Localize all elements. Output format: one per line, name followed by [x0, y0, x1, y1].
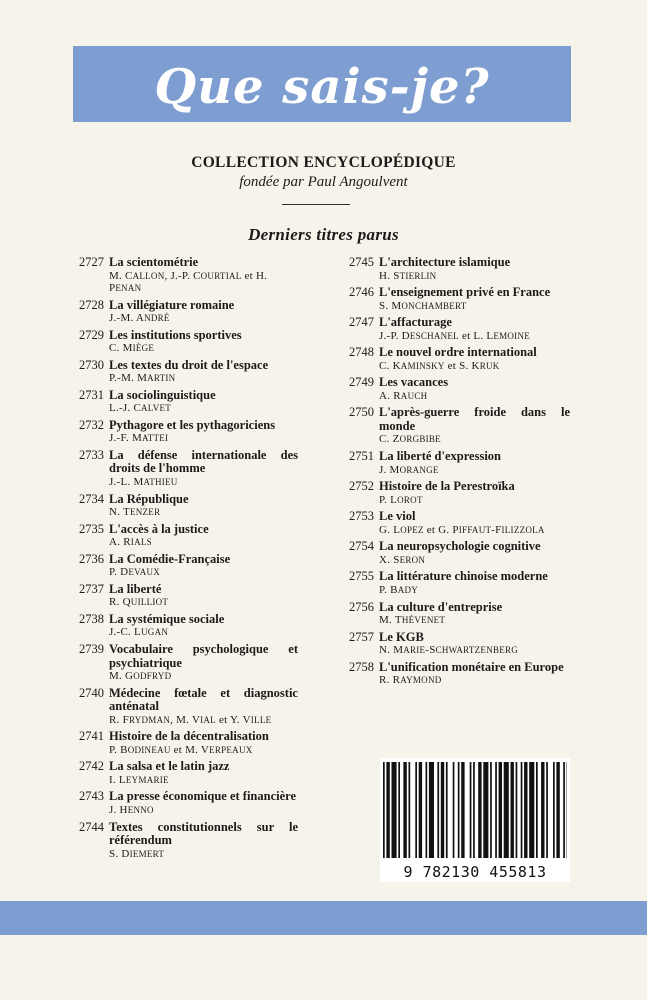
- book-title: La villégiature romaine: [109, 297, 235, 312]
- book-title: Les textes du droit de l'espace: [109, 357, 269, 372]
- list-item: [70, 359, 298, 385]
- barcode-bar: [499, 762, 502, 858]
- book-title: La sociolinguistique: [109, 387, 216, 402]
- logo-text: Que sais-je?: [154, 59, 490, 115]
- title-number: 2736: [79, 551, 104, 566]
- book-title: Textes constitutionnels sur le référendum: [109, 819, 298, 847]
- barcode-bar: [419, 762, 422, 858]
- logo-banner: [73, 46, 571, 122]
- list-item: [340, 540, 570, 566]
- list-item: [70, 821, 298, 860]
- book-title: L'architecture islamique: [379, 255, 511, 269]
- list-item: [70, 329, 298, 355]
- list-item: [70, 613, 298, 639]
- section-heading: Derniers titres parus: [248, 225, 399, 244]
- barcode-bar: [495, 762, 497, 858]
- barcode-bar: [461, 762, 464, 858]
- book-author: S. MONCHAMBERT: [379, 299, 467, 312]
- barcode-bar: [536, 762, 538, 858]
- title-number: 2750: [349, 405, 374, 420]
- list-item: [70, 256, 298, 294]
- book-author: M. GODFRYD: [109, 670, 172, 683]
- book-title: L'enseignement privé en France: [379, 285, 551, 300]
- title-number: 2746: [349, 285, 374, 300]
- list-item: [70, 760, 298, 786]
- barcode-bar: [437, 762, 439, 858]
- barcode-number: 9 782130 455813: [403, 863, 547, 881]
- list-item: [70, 419, 298, 445]
- barcode-bar: [529, 762, 534, 858]
- book-author: M. THÉVENET: [379, 614, 446, 627]
- book-author: P.-M. MARTIN: [109, 372, 176, 385]
- list-item: [340, 450, 570, 476]
- book-author: R. RAYMOND: [379, 674, 442, 687]
- barcode-bar: [511, 762, 514, 858]
- list-item: [70, 687, 298, 726]
- title-number: 2737: [79, 581, 104, 596]
- list-item: [340, 661, 570, 687]
- barcode-bar: [383, 762, 385, 858]
- book-title: Histoire de la Perestroïka: [379, 479, 515, 494]
- book-title: La liberté: [109, 581, 162, 596]
- list-item: [340, 510, 570, 536]
- barcode-bar: [392, 762, 397, 858]
- title-number: 2728: [79, 297, 104, 312]
- list-item: [340, 376, 570, 402]
- book-title: La neuropsychologie cognitive: [379, 539, 541, 554]
- title-number: 2752: [349, 479, 374, 494]
- divider: [282, 204, 350, 205]
- barcode-bar: [478, 762, 481, 858]
- list-item: [70, 523, 298, 549]
- book-author: A. RIALS: [109, 536, 152, 549]
- bottom-band: [0, 901, 647, 935]
- title-number: 2738: [79, 611, 104, 626]
- barcode-bar: [429, 762, 434, 858]
- barcode-bar: [541, 762, 544, 858]
- barcode-bar: [483, 762, 488, 858]
- titles-column-right: [340, 256, 570, 691]
- barcode-bar: [453, 762, 455, 858]
- title-number: 2755: [349, 569, 374, 584]
- list-item: [70, 583, 298, 609]
- book-title: L'accès à la justice: [109, 521, 209, 536]
- book-author: C. MIÈGE: [109, 342, 155, 355]
- barcode: [380, 758, 570, 882]
- list-item: [340, 480, 570, 506]
- barcode-bar: [504, 762, 509, 858]
- barcode-bar: [441, 762, 444, 858]
- barcode-bar: [403, 762, 406, 858]
- title-number: 2731: [79, 387, 104, 402]
- book-author: I. LEYMARIE: [109, 773, 169, 786]
- book-author: R. QUILLIOT: [109, 596, 169, 609]
- book-title: Histoire de la décentralisation: [109, 729, 269, 744]
- barcode-bar: [546, 762, 548, 858]
- title-number: 2753: [349, 509, 374, 524]
- barcode-bar: [556, 762, 559, 858]
- list-item: [340, 406, 570, 445]
- title-number: 2735: [79, 521, 104, 536]
- book-title: La presse économique et financière: [109, 789, 297, 804]
- book-title: La scientométrie: [109, 255, 199, 269]
- logo-svg: [73, 46, 571, 122]
- list-item: [70, 790, 298, 816]
- list-item: [70, 389, 298, 415]
- collection-founder: fondée par Paul Angoulvent: [239, 174, 408, 190]
- book-author: C. ZORGBIBE: [379, 433, 441, 446]
- book-title: L'unification monétaire en Europe: [379, 659, 564, 674]
- book-author: M. CALLON, J.-P. COURTIAL et H. PENAN: [109, 269, 268, 294]
- book-author: J.-P. DESCHANEL et L. LEMOINE: [379, 329, 530, 342]
- title-number: 2757: [349, 629, 374, 644]
- list-item: [70, 643, 298, 682]
- barcode-bar: [446, 762, 448, 858]
- list-item: [340, 631, 570, 657]
- book-title: La Comédie-Française: [109, 551, 231, 566]
- titles-column-left: [70, 256, 298, 864]
- book-author: N. MARIE-SCHWARTZENBERG: [379, 644, 519, 657]
- barcode-bar: [563, 762, 565, 858]
- book-title: Pythagore et les pythagoriciens: [109, 417, 276, 432]
- barcode-bar: [398, 762, 400, 858]
- title-number: 2751: [349, 449, 374, 464]
- title-number: 2740: [79, 685, 104, 700]
- book-title: La systémique sociale: [109, 611, 225, 626]
- title-number: 2749: [349, 375, 374, 390]
- barcode-bar: [386, 762, 389, 858]
- book-author: J.-L. MATHIEU: [109, 475, 178, 488]
- book-title: La culture d'entreprise: [379, 599, 503, 614]
- book-author: X. SERON: [379, 553, 426, 566]
- list-item: [70, 730, 298, 756]
- title-number: 2734: [79, 491, 104, 506]
- book-title: Les vacances: [379, 375, 449, 390]
- book-title: Le KGB: [379, 629, 424, 644]
- barcode-bar: [521, 762, 523, 858]
- book-author: P. DEVAUX: [109, 566, 161, 579]
- book-author: J.-C. LUGAN: [109, 626, 169, 639]
- barcode-bar: [426, 762, 428, 858]
- book-author: A. RAUCH: [379, 389, 428, 402]
- book-author: R. FRYDMAN, M. VIAL et Y. VILLE: [109, 713, 272, 726]
- book-title: La salsa et le latin jazz: [109, 759, 230, 774]
- list-item: [70, 553, 298, 579]
- collection-title: COLLECTION ENCYCLOPÉDIQUE: [191, 154, 456, 171]
- book-author: J. HENNO: [109, 803, 154, 816]
- book-author: H. STIERLIN: [379, 269, 437, 282]
- barcode-bar: [458, 762, 460, 858]
- list-item: [340, 570, 570, 596]
- title-number: 2756: [349, 599, 374, 614]
- book-title: L'affacturage: [379, 315, 452, 330]
- book-author: J.-F. MATTEI: [109, 432, 169, 445]
- book-title: Médecine fœtale et diagnostic anténatal: [109, 685, 298, 714]
- title-number: 2727: [79, 255, 104, 269]
- title-number: 2754: [349, 539, 374, 554]
- list-item: [70, 493, 298, 519]
- barcode-svg: [380, 758, 570, 882]
- book-author: J.-M. ANDRÉ: [109, 312, 170, 324]
- book-author: G. LOPEZ et G. PIFFAUT-FILIZZOLA: [379, 523, 545, 536]
- book-author: P. LOROT: [379, 493, 423, 506]
- barcode-bar: [524, 762, 527, 858]
- book-author: P. BADY: [379, 583, 419, 596]
- book-title: La littérature chinoise moderne: [379, 569, 548, 584]
- book-author: N. TENZER: [109, 506, 161, 519]
- barcode-bar: [473, 762, 475, 858]
- barcode-bar: [415, 762, 417, 858]
- title-number: 2742: [79, 759, 104, 774]
- title-number: 2747: [349, 315, 374, 330]
- title-number: 2732: [79, 417, 104, 432]
- title-number: 2758: [349, 659, 374, 674]
- title-number: 2748: [349, 345, 374, 360]
- book-author: S. DIEMERT: [109, 847, 165, 860]
- title-number: 2743: [79, 789, 104, 804]
- barcode-bar: [490, 762, 492, 858]
- title-number: 2729: [79, 327, 104, 342]
- barcode-bar: [516, 762, 518, 858]
- book-title: Vocabulaire psychologique et psychiatrique: [109, 642, 298, 670]
- book-title: Le nouvel ordre international: [379, 345, 537, 360]
- book-author: L.-J. CALVET: [109, 402, 172, 415]
- list-item: [340, 256, 570, 282]
- title-number: 2733: [79, 447, 104, 462]
- book-title: La liberté d'expression: [379, 449, 501, 464]
- book-title: L'après-guerre froide dans le monde: [379, 405, 570, 433]
- book-author: J. MORANGE: [379, 463, 439, 476]
- list-item: [70, 449, 298, 488]
- book-title: Les institutions sportives: [109, 327, 242, 342]
- barcode-bar: [553, 762, 555, 858]
- book-author: P. BODINEAU et M. VERPEAUX: [109, 743, 253, 756]
- list-item: [340, 346, 570, 372]
- list-item: [340, 316, 570, 342]
- title-number: 2730: [79, 357, 104, 372]
- book-title: Le viol: [379, 509, 416, 524]
- book-author: C. KAMINSKY et S. KRUK: [379, 359, 500, 372]
- list-item: [340, 601, 570, 627]
- title-number: 2741: [79, 729, 104, 744]
- title-number: 2745: [349, 255, 374, 269]
- barcode-bar: [409, 762, 411, 858]
- book-title: La défense internationale des droits de l'homme: [109, 447, 298, 476]
- book-title: La République: [109, 491, 189, 506]
- list-item: [70, 299, 298, 325]
- title-number: 2739: [79, 642, 104, 657]
- title-number: 2744: [79, 819, 104, 834]
- list-item: [340, 286, 570, 312]
- barcode-bar: [470, 762, 472, 858]
